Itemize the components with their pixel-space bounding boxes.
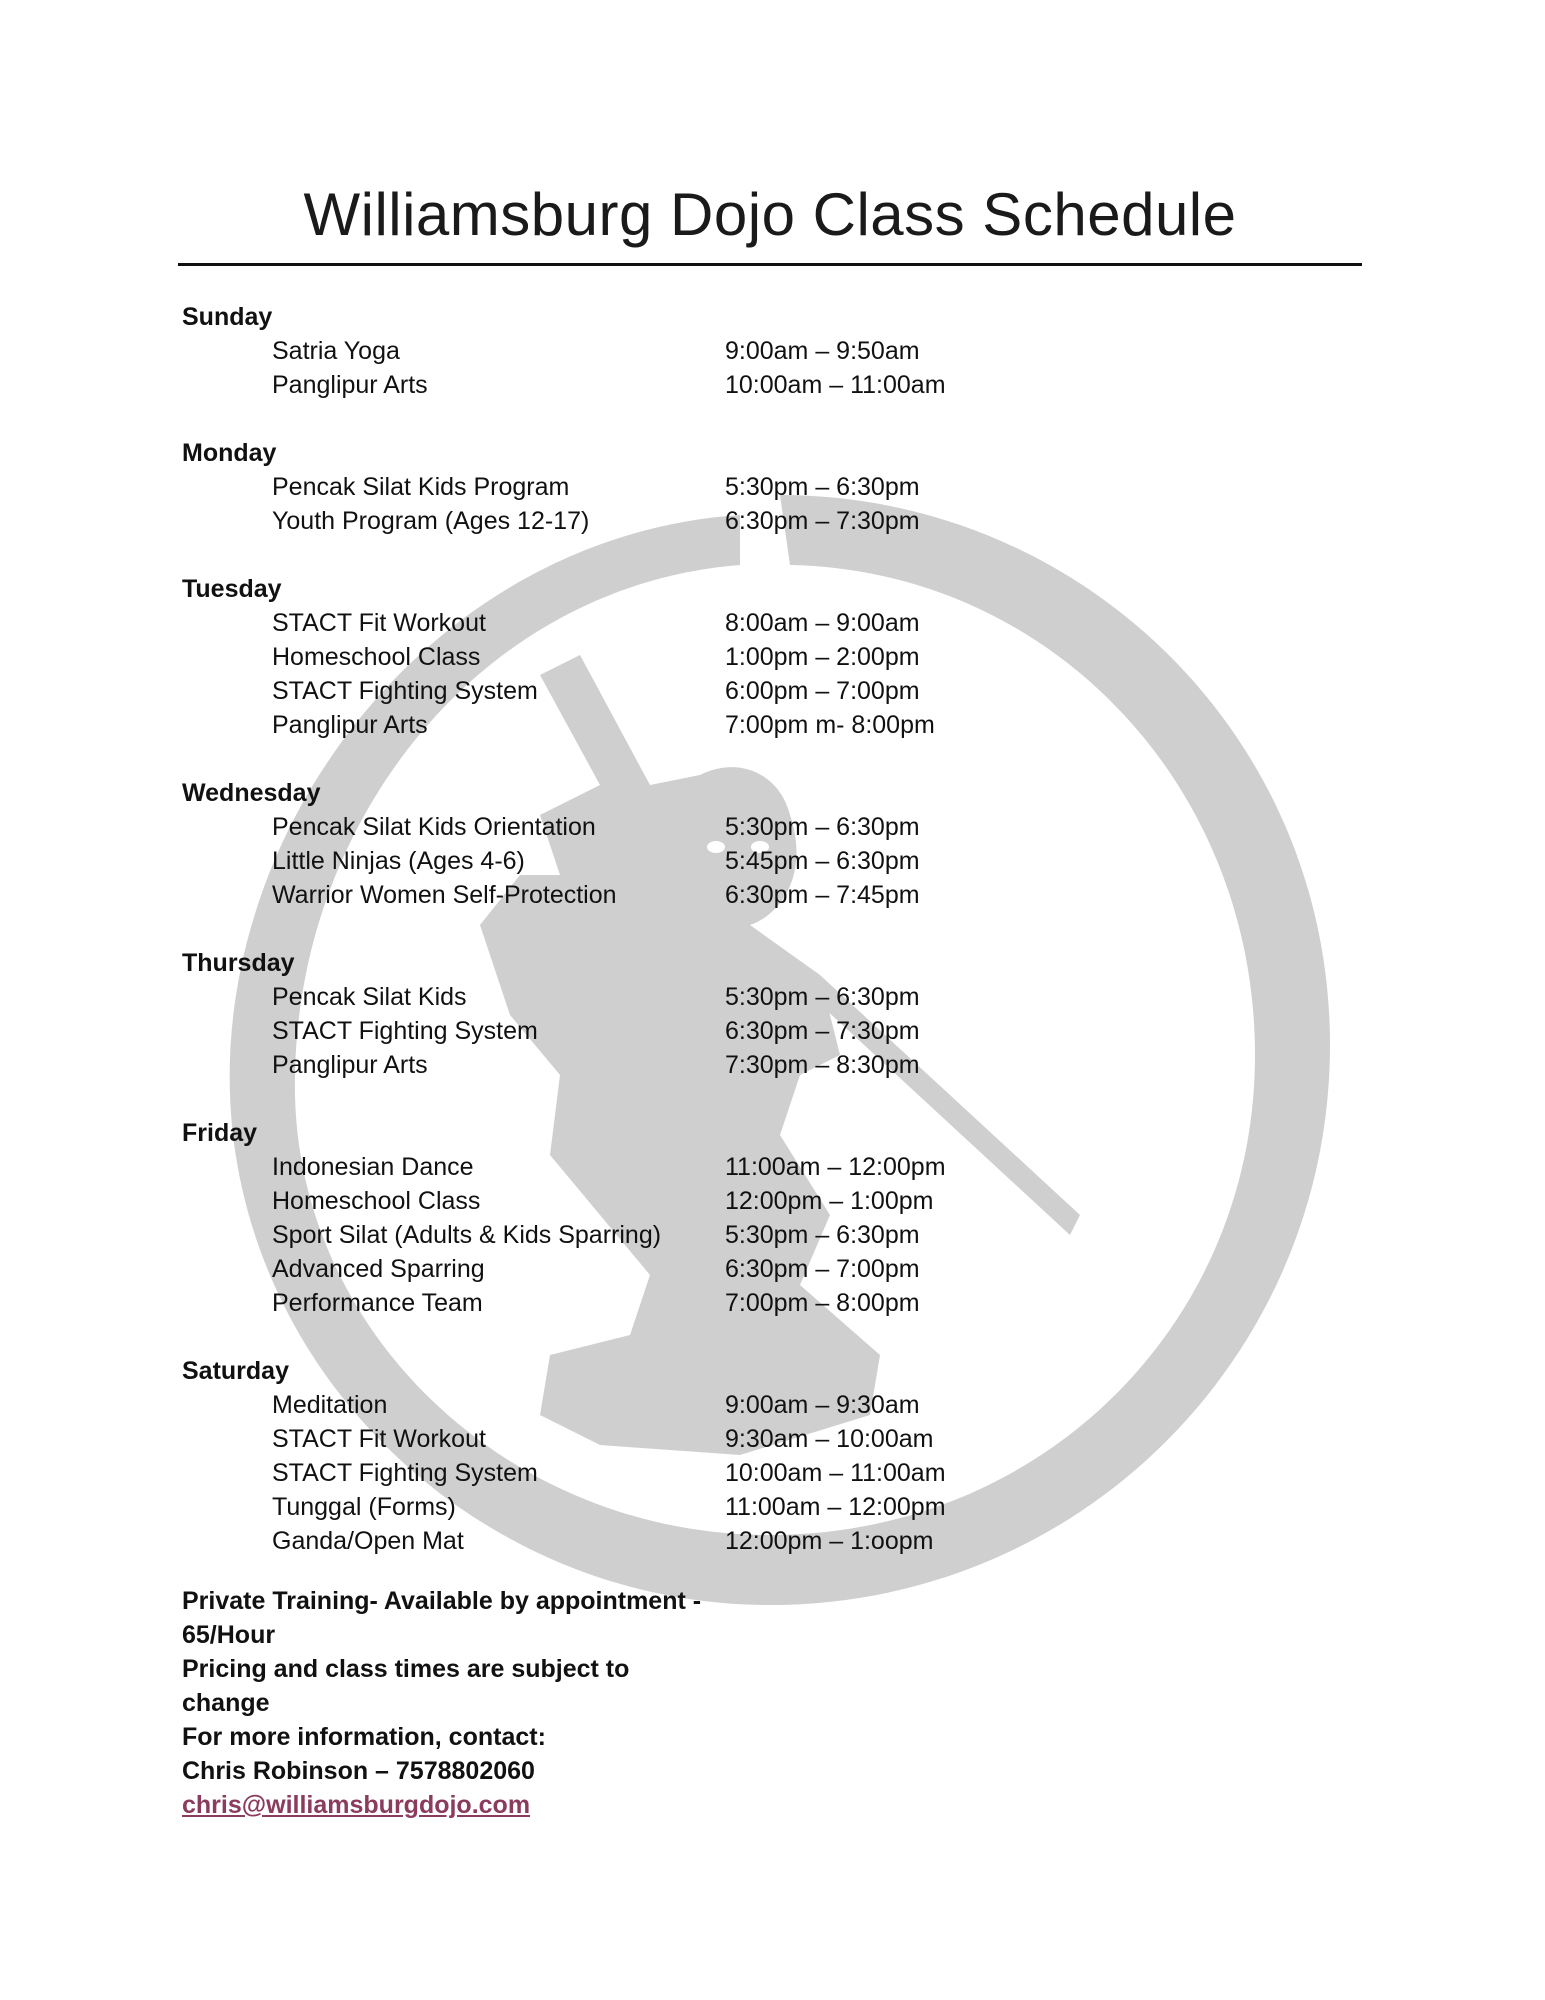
day-section-sunday	[182, 300, 1282, 402]
class-name: Advanced Sparring	[272, 1255, 485, 1283]
class-time: 5:45pm – 6:30pm	[725, 847, 920, 875]
class-name: Little Ninjas (Ages 4-6)	[272, 847, 525, 875]
class-row	[182, 844, 1282, 878]
class-row	[182, 1150, 1282, 1184]
class-row	[182, 504, 1282, 538]
class-name: Sport Silat (Adults & Kids Sparring)	[272, 1221, 662, 1249]
class-row	[182, 1014, 1282, 1048]
class-name: STACT Fighting System	[272, 1459, 538, 1487]
class-name: Pencak Silat Kids Program	[272, 473, 570, 501]
class-row	[182, 1286, 1282, 1320]
class-time: 7:00pm – 8:00pm	[725, 1289, 920, 1317]
class-row	[182, 1252, 1282, 1286]
class-name: Pencak Silat Kids Orientation	[272, 813, 596, 841]
class-name: STACT Fighting System	[272, 1017, 538, 1045]
class-time: 11:00am – 12:00pm	[725, 1153, 946, 1181]
class-row	[182, 1184, 1282, 1218]
class-row	[182, 1524, 1282, 1558]
class-time: 10:00am – 11:00am	[725, 371, 946, 399]
class-row	[182, 980, 1282, 1014]
day-section-monday	[182, 436, 1282, 538]
class-time: 6:00pm – 7:00pm	[725, 677, 920, 705]
class-name: Performance Team	[272, 1289, 483, 1317]
class-row	[182, 334, 1282, 368]
class-name: Homeschool Class	[272, 1187, 481, 1215]
class-row	[182, 1048, 1282, 1082]
class-row	[182, 470, 1282, 504]
class-row	[182, 674, 1282, 708]
class-time: 6:30pm – 7:00pm	[725, 1255, 920, 1283]
class-name: STACT Fit Workout	[272, 1425, 486, 1453]
day-heading: Friday	[182, 1119, 258, 1147]
day-heading: Tuesday	[182, 575, 282, 603]
day-heading: Sunday	[182, 303, 273, 331]
contact-email-link[interactable]: chris@williamsburgdojo.com	[182, 1791, 531, 1819]
class-name: Homeschool Class	[272, 643, 481, 671]
class-row	[182, 1490, 1282, 1524]
page-title: Williamsburg Dojo Class Schedule	[178, 180, 1362, 266]
class-time: 5:30pm – 6:30pm	[725, 1221, 920, 1249]
class-name: Meditation	[272, 1391, 388, 1419]
class-name: Ganda/Open Mat	[272, 1527, 464, 1555]
contact-intro: For more information, contact:	[182, 1723, 546, 1751]
private-training-rate: 65/Hour	[182, 1621, 276, 1649]
schedule-list	[182, 300, 1282, 1592]
class-time: 9:00am – 9:30am	[725, 1391, 920, 1419]
class-time: 7:30pm – 8:30pm	[725, 1051, 920, 1079]
class-time: 12:00pm – 1:oopm	[725, 1527, 934, 1555]
class-row	[182, 1218, 1282, 1252]
class-name: STACT Fit Workout	[272, 609, 486, 637]
day-section-tuesday	[182, 572, 1282, 742]
class-row	[182, 810, 1282, 844]
class-row	[182, 878, 1282, 912]
class-name: Pencak Silat Kids	[272, 983, 467, 1011]
class-name: Panglipur Arts	[272, 1051, 428, 1079]
day-section-wednesday	[182, 776, 1282, 912]
class-row	[182, 606, 1282, 640]
class-time: 6:30pm – 7:30pm	[725, 1017, 920, 1045]
day-heading: Thursday	[182, 949, 295, 977]
class-time: 1:00pm – 2:00pm	[725, 643, 920, 671]
day-heading: Monday	[182, 439, 277, 467]
class-row	[182, 1388, 1282, 1422]
class-name: Indonesian Dance	[272, 1153, 474, 1181]
day-section-saturday	[182, 1354, 1282, 1558]
class-time: 11:00am – 12:00pm	[725, 1493, 946, 1521]
class-time: 10:00am – 11:00am	[725, 1459, 946, 1487]
class-time: 5:30pm – 6:30pm	[725, 473, 920, 501]
day-section-thursday	[182, 946, 1282, 1082]
class-row	[182, 708, 1282, 742]
day-section-friday	[182, 1116, 1282, 1320]
class-time: 9:30am – 10:00am	[725, 1425, 934, 1453]
class-time: 5:30pm – 6:30pm	[725, 983, 920, 1011]
class-row	[182, 1422, 1282, 1456]
contact-name-phone: Chris Robinson – 7578802060	[182, 1757, 535, 1785]
class-time: 6:30pm – 7:30pm	[725, 507, 920, 535]
class-time: 8:00am – 9:00am	[725, 609, 920, 637]
class-row	[182, 640, 1282, 674]
class-time: 12:00pm – 1:00pm	[725, 1187, 934, 1215]
title-block	[178, 180, 1362, 266]
private-training-line: Private Training- Available by appointment -	[182, 1587, 702, 1615]
class-name: Satria Yoga	[272, 337, 400, 365]
class-row	[182, 368, 1282, 402]
class-name: Youth Program (Ages 12-17)	[272, 507, 590, 535]
class-time: 5:30pm – 6:30pm	[725, 813, 920, 841]
class-time: 6:30pm – 7:45pm	[725, 881, 920, 909]
footer-info	[182, 1584, 702, 1822]
class-name: Panglipur Arts	[272, 711, 428, 739]
class-time: 9:00am – 9:50am	[725, 337, 920, 365]
class-row	[182, 1456, 1282, 1490]
class-name: Panglipur Arts	[272, 371, 428, 399]
class-time: 7:00pm m- 8:00pm	[725, 711, 935, 739]
day-heading: Saturday	[182, 1357, 289, 1385]
class-name: STACT Fighting System	[272, 677, 538, 705]
pricing-notice: Pricing and class times are subject to change	[182, 1655, 630, 1717]
day-heading: Wednesday	[182, 779, 321, 807]
class-name: Warrior Women Self-Protection	[272, 881, 617, 909]
class-name: Tunggal (Forms)	[272, 1493, 456, 1521]
